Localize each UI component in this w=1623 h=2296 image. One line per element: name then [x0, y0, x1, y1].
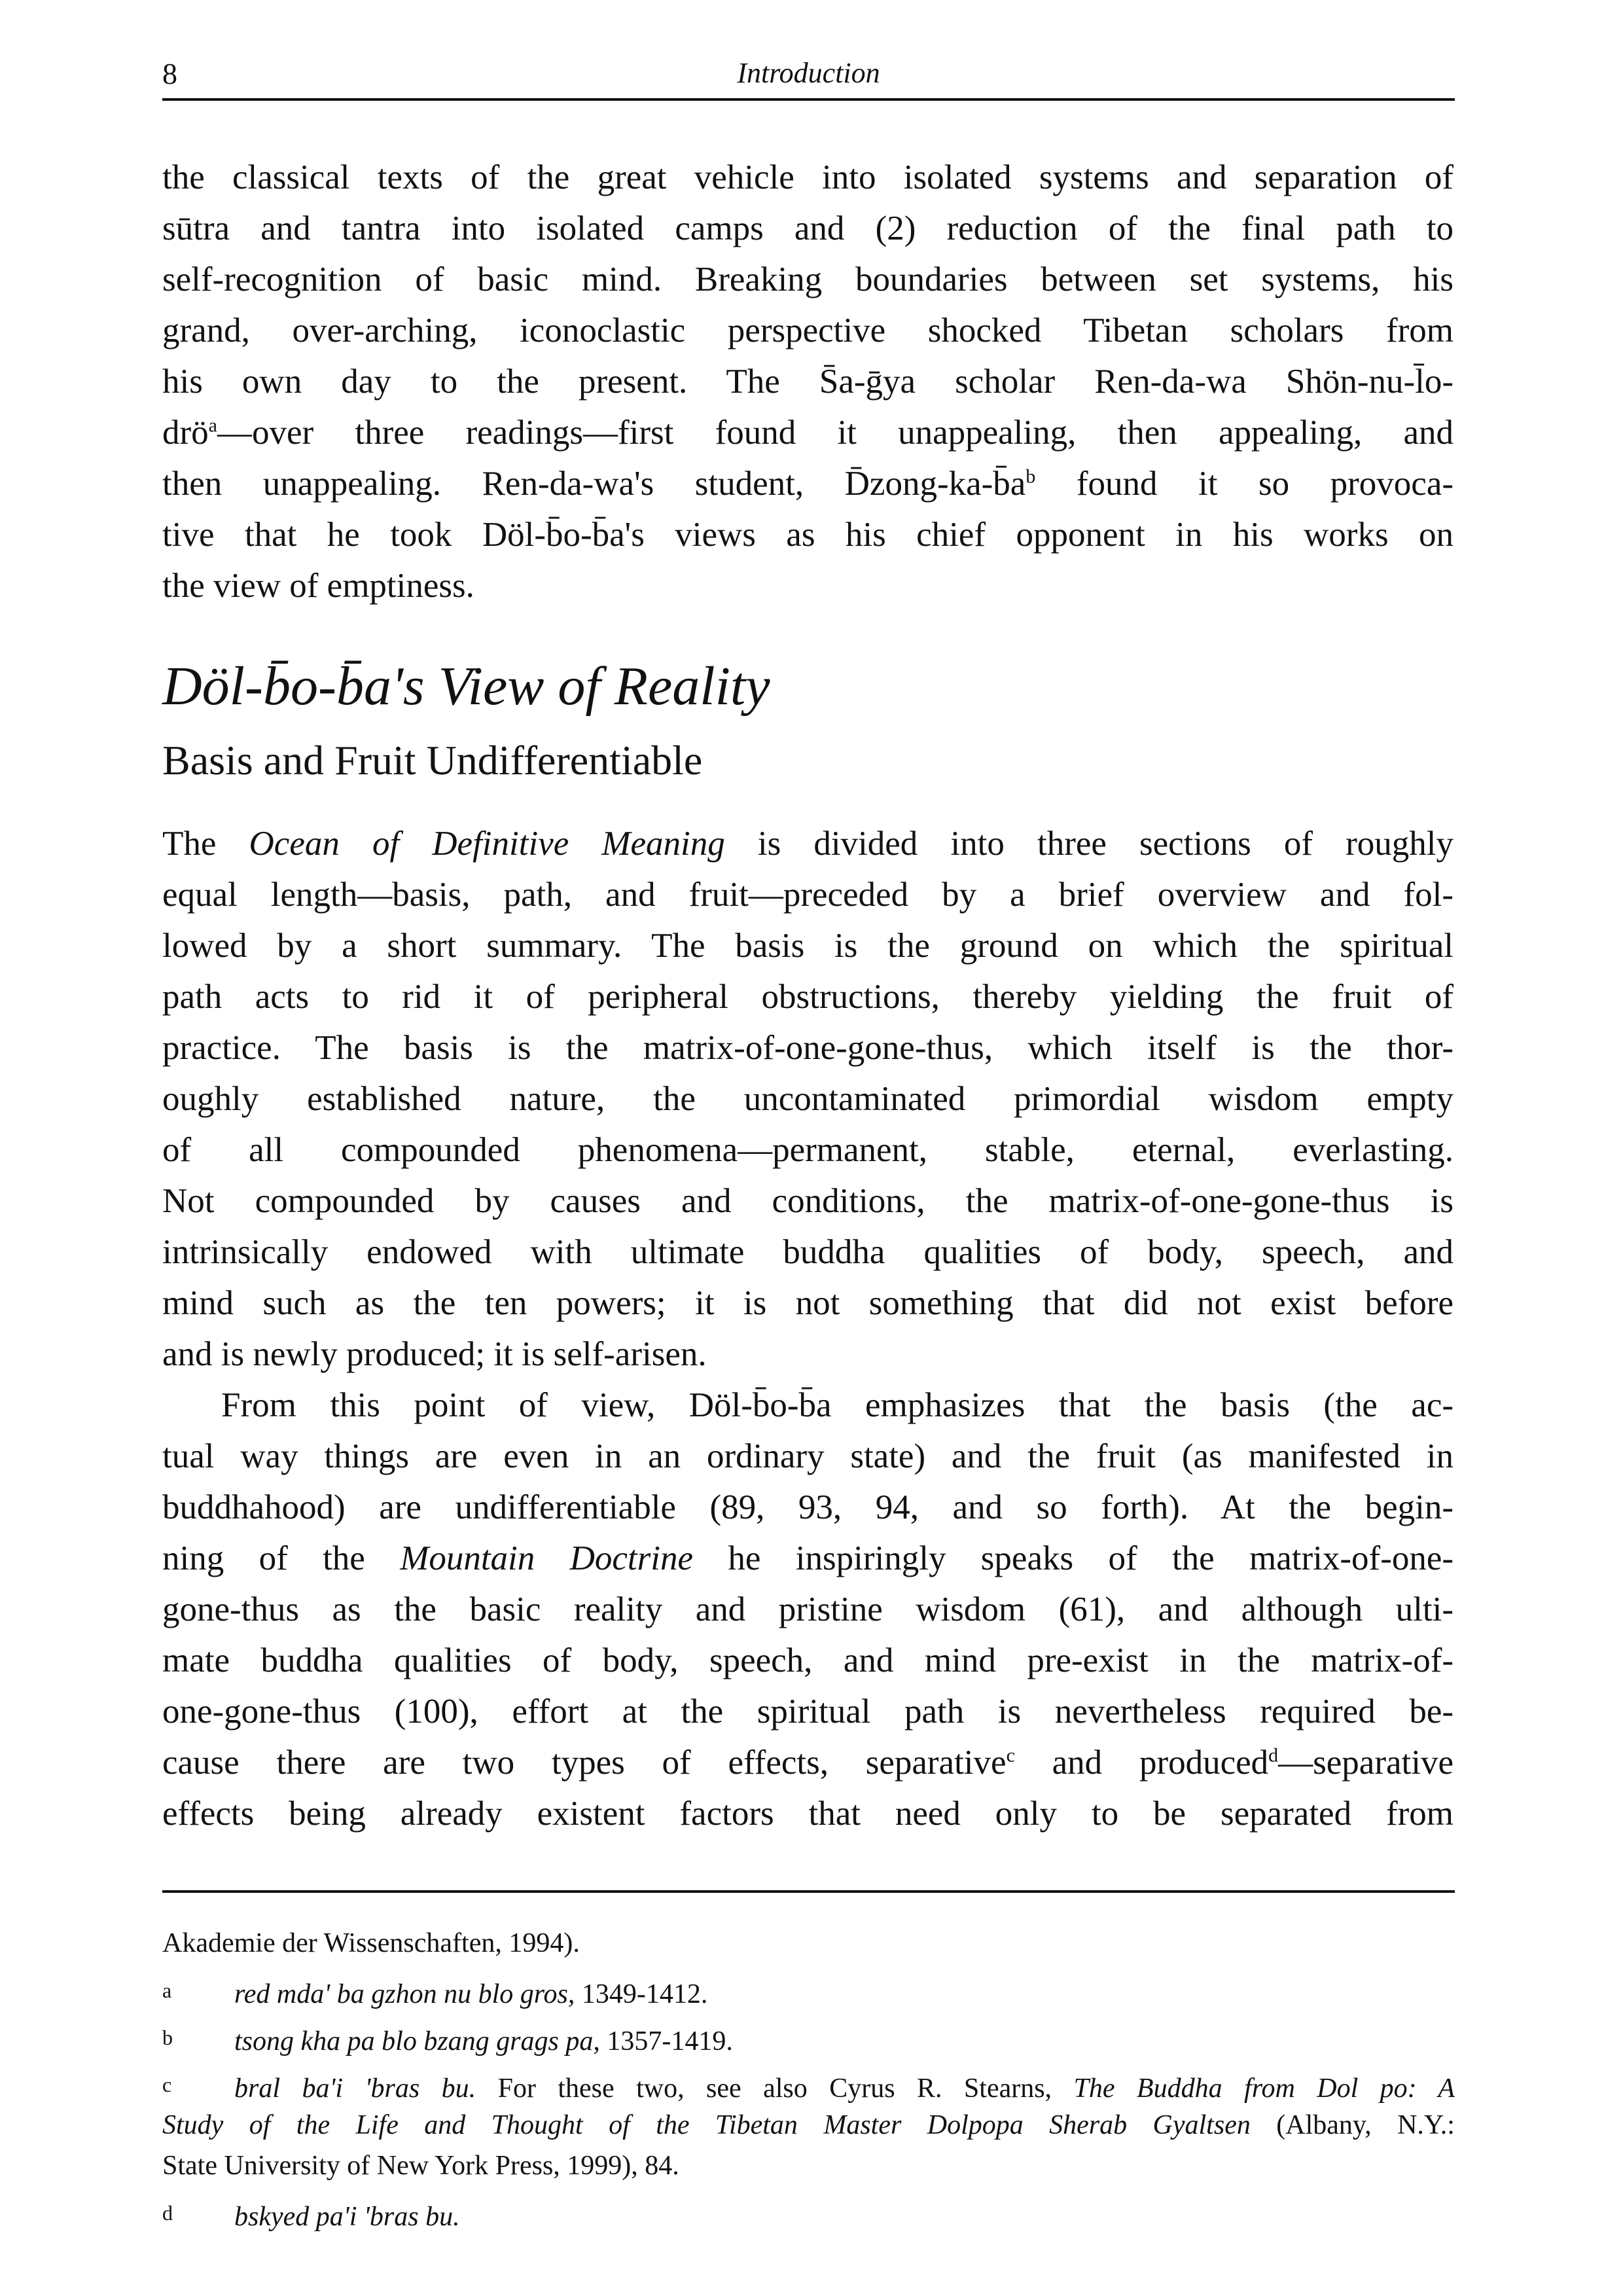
text-line: practice. The basis is the matrix-of-one-gone-thus, which itself is the thor-	[162, 1029, 1454, 1067]
text: found it so provoca-	[1035, 465, 1454, 503]
text-line: and is newly produced; it is self-arisen.	[162, 1335, 707, 1373]
text: cause there are two types of effects, separative	[162, 1744, 1007, 1782]
footnote-rule	[162, 1890, 1455, 1893]
text-line: buddhahood) are undifferentiable (89, 93, 94, and so forth). At the begin-	[162, 1488, 1454, 1526]
text: ning of the	[162, 1539, 401, 1577]
tibetan-term: bskyed pa'i 'bras bu.	[234, 2202, 460, 2232]
text-line: intrinsically endowed with ultimate buddha qualities of body, speech, and	[162, 1233, 1454, 1271]
footnote-mark: b	[1026, 465, 1036, 488]
text-line: Not compounded by causes and conditions, the matrix-of-one-gone-thus is	[162, 1182, 1454, 1220]
text: drö	[162, 414, 209, 452]
text-line	[162, 1533, 1454, 1584]
book-title: Mountain Doctrine	[400, 1539, 694, 1577]
text: —over three readings—first found it unappealing, then appealing, and	[217, 414, 1454, 452]
running-header	[162, 51, 1455, 101]
book-title: Study of the Life and Thought of the Tibetan Master Dolpopa Sherab Gyaltsen	[162, 2110, 1251, 2140]
footnote-c-line3: State University of New York Press, 1999), 84.	[162, 2151, 679, 2181]
text: 1349-1412.	[575, 1979, 708, 2009]
text: he inspiringly speaks of the matrix-of-one-	[693, 1539, 1454, 1577]
footnote-mark: d	[1268, 1744, 1279, 1767]
text-line: gone-thus as the basic reality and pristine wisdom (61), and although ulti-	[162, 1590, 1454, 1628]
footnote-marker: d	[162, 2201, 173, 2225]
book-title: The Buddha from Dol po: A	[1073, 2073, 1455, 2104]
text-line: mind such as the ten powers; it is not something that did not exist before	[162, 1284, 1454, 1322]
text: —separative	[1278, 1744, 1454, 1782]
footnote-marker: a	[162, 1979, 172, 2002]
text-line: path acts to rid it of peripheral obstructions, thereby yielding the fruit of	[162, 978, 1454, 1016]
text-line	[162, 407, 1454, 458]
text: then unappealing. Ren-da-wa's student, D̄zong-ka-b̄a	[162, 465, 1026, 503]
running-title: Introduction	[737, 57, 880, 89]
footnote-d	[162, 2193, 1455, 2237]
footnote-marker: b	[162, 2026, 173, 2049]
section-heading: Döl-b̄o-b̄a's View of Reality	[162, 656, 770, 717]
text-line: one-gone-thus (100), effort at the spiritual path is nevertheless required be-	[162, 1693, 1454, 1731]
text-line: From this point of view, Döl-b̄o-b̄a emphasizes that the basis (the ac-	[221, 1386, 1454, 1424]
text-line: of all compounded phenomena—permanent, stable, eternal, everlasting.	[162, 1131, 1454, 1169]
text-line	[162, 458, 1454, 509]
text-line: effects being already existent factors that need only to be separated from	[162, 1795, 1454, 1833]
book-title: Ocean of Definitive Meaning	[249, 825, 725, 863]
text-line: his own day to the present. The S̄a-ḡya scholar Ren-da-wa Shön-nu-l̄o-	[162, 363, 1454, 401]
footnote-mark: a	[208, 414, 217, 437]
tibetan-term: tsong kha pa blo bzang grags pa,	[234, 2026, 600, 2056]
text-line	[162, 818, 1454, 869]
text-line: sūtra and tantra into isolated camps and (2) reduction of the final path to	[162, 209, 1454, 247]
footnote-c-line2	[162, 2105, 1455, 2145]
tibetan-term: red mda' ba gzhon nu blo gros,	[234, 1979, 575, 2009]
text-line: the classical texts of the great vehicle into isolated systems and separation of	[162, 158, 1454, 196]
footnote-mark: c	[1006, 1744, 1015, 1767]
text-line: mate buddha qualities of body, speech, and mind pre-exist in the matrix-of-	[162, 1641, 1454, 1679]
subsection-heading: Basis and Fruit Undifferentiable	[162, 737, 703, 783]
text: The	[162, 825, 249, 863]
footnote-continuation: Akademie der Wissenschaften, 1994).	[162, 1928, 580, 1958]
text-line: lowed by a short summary. The basis is the ground on which the spiritual	[162, 927, 1454, 965]
footnote-marker: c	[162, 2073, 172, 2096]
text-line: tive that he took Döl-b̄o-b̄a's views as his chief opponent in his works on	[162, 516, 1454, 554]
page-number: 8	[162, 57, 177, 90]
text: 1357-1419.	[599, 2026, 733, 2056]
text-line: grand, over-arching, iconoclastic perspective shocked Tibetan scholars from	[162, 312, 1454, 350]
text: is divided into three sections of roughly	[724, 825, 1454, 863]
text: (Albany, N.Y.:	[1250, 2110, 1455, 2140]
footnote-c	[162, 2064, 1455, 2109]
tibetan-term: bral ba'i 'bras bu.	[234, 2073, 476, 2104]
text: and produced	[1014, 1744, 1269, 1782]
footnote-a	[162, 1970, 1455, 2015]
text: For these two, see also Cyrus R. Stearns,	[476, 2073, 1074, 2104]
text-line: equal length—basis, path, and fruit—preceded by a brief overview and fol-	[162, 876, 1454, 914]
text-line: tual way things are even in an ordinary state) and the fruit (as manifested in	[162, 1437, 1454, 1475]
footnote-b	[162, 2017, 1455, 2062]
text-line: oughly established nature, the uncontaminated primordial wisdom empty	[162, 1080, 1454, 1118]
text-line	[162, 1737, 1454, 1788]
text-line: the view of emptiness.	[162, 567, 474, 605]
text-line: self-recognition of basic mind. Breaking boundaries between set systems, his	[162, 260, 1454, 298]
